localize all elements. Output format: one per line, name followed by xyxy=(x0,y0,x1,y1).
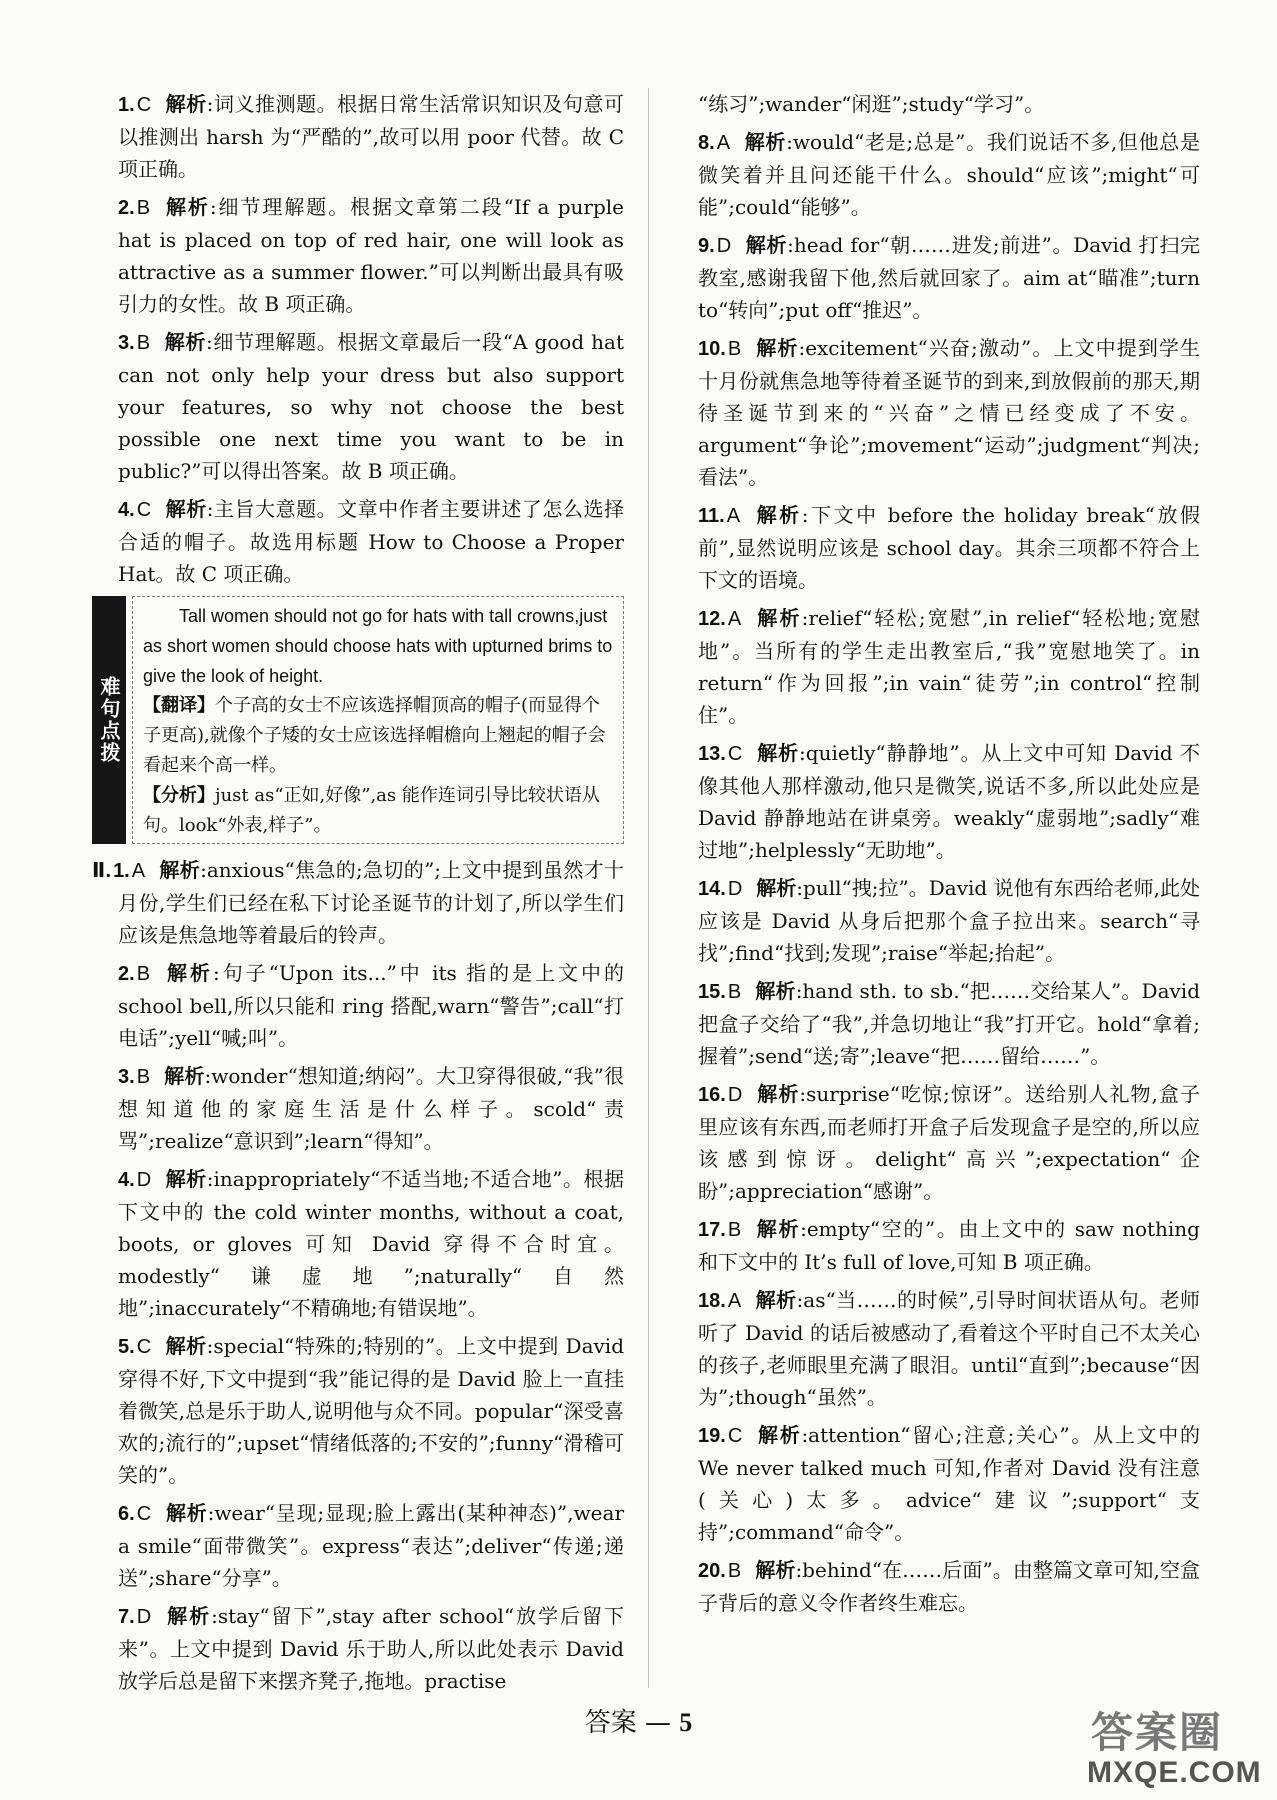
analysis-label: 解析 xyxy=(745,233,788,257)
answer-letter: B xyxy=(727,1219,742,1241)
analysis-text: :wear“呈现;显现;脸上露出(某种神态)”,wear a smile“面带微笑”。express“表达”;deliver“传递;递送”;share“分享”。 xyxy=(118,1501,625,1590)
item-number: 18. xyxy=(698,1290,726,1312)
item-number: 13. xyxy=(698,743,726,765)
item-number: 5. xyxy=(118,1336,135,1358)
answer-item xyxy=(672,1554,1200,1619)
analysis-text: :细节理解题。根据文章第二段“If a purple hat is placed on top of red hair, one will look as attractive as a summer flower.”可以判断出最具有吸引力的女性。故 B 项正确。 xyxy=(118,195,625,316)
analysis-text: :anxious“焦急的;急切的”;上文中提到虽然才十月份,学生们已经在私下讨论圣诞节的计划了,所以学生们应该是焦急地等着最后的铃声。 xyxy=(118,858,624,947)
footer-label: 答案 — xyxy=(584,1708,671,1738)
answer-item xyxy=(92,1060,624,1157)
analysis-label: 解析 xyxy=(165,1501,208,1525)
analysis-text: :hand sth. to sb.“把……交给某人”。David 把盒子交给了“我”,并急切地让“我”打开它。hold“拿着;握着”;send“送;寄”;leave“把……留给……”。 xyxy=(698,979,1201,1068)
answer-item xyxy=(672,1284,1200,1413)
answer-letter: B xyxy=(727,981,742,1003)
answer-item xyxy=(92,493,624,590)
translation xyxy=(143,691,613,781)
analysis-text: :wonder“想知道;纳闷”。大卫穿得很破,“我”很想知道他的家庭生活是什么样子。scold“责骂”;realize“意识到”;learn“得知”。 xyxy=(118,1064,624,1153)
analysis-label: 解析 xyxy=(756,1082,800,1106)
analysis-label: 解析 xyxy=(756,741,800,765)
answer-letter: B xyxy=(136,1066,151,1088)
answer-item xyxy=(92,191,624,320)
analysis-label: 解析 xyxy=(754,503,802,527)
item-number: 16. xyxy=(698,1084,726,1106)
watermark-logo xyxy=(1083,1700,1262,1790)
item-number: 3. xyxy=(118,332,135,354)
answer-letter: A xyxy=(726,505,741,527)
answer-letter: C xyxy=(136,1503,152,1525)
answer-item xyxy=(672,602,1200,731)
analysis-label: 解析 xyxy=(755,1558,796,1582)
answer-letter: D xyxy=(727,1084,743,1106)
right-answer-list xyxy=(672,126,1200,1619)
answer-letter: C xyxy=(727,743,743,765)
answer-letter: B xyxy=(136,332,151,354)
answer-item xyxy=(672,332,1200,493)
analysis-text: :special“特殊的;特别的”。上文中提到 David 穿得不好,下文中提到“我”能记得的是 David 脸上一直挂着微笑,总是乐于助人,说明他与众不同。popular“深受喜欢的;流行的”;upset“情绪低落的;不安的”;funny“滑稽可笑的”。 xyxy=(118,1334,624,1487)
answer-item xyxy=(92,326,624,487)
answer-letter: C xyxy=(727,1425,743,1447)
answer-letter: D xyxy=(716,235,732,257)
item-number: 3. xyxy=(118,1066,135,1088)
item-number: 11. xyxy=(698,505,725,527)
analysis-text: :下文中 before the holiday break“放假前”,显然说明应该是 school day。其余三项都不符合上下文的语境。 xyxy=(698,503,1201,592)
answer-letter: B xyxy=(727,1560,742,1582)
answer-item xyxy=(672,737,1200,866)
analysis-label: 解析 xyxy=(755,979,796,1003)
item-number: 15. xyxy=(698,981,726,1003)
answer-item xyxy=(672,1078,1200,1207)
answer-letter: A xyxy=(716,132,731,154)
analysis-text: :empty“空的”。由上文中的 saw nothing 和下文中的 It’s full of love,可知 B 项正确。 xyxy=(698,1217,1200,1274)
answer-letter: B xyxy=(136,963,151,985)
answer-item xyxy=(92,957,624,1054)
analysis-text: just as“正如,好像”,as 能作连词引导比较状语从句。look“外表,样子”。 xyxy=(143,785,600,836)
analysis-label: 解析 xyxy=(165,1167,207,1191)
analysis-text: :would“老是;总是”。我们说话不多,但他总是微笑着并且问还能干什么。should“应该”;might“可能”;could“能够”。 xyxy=(698,130,1200,219)
analysis-label: 【分析】 xyxy=(143,785,215,806)
answer-item xyxy=(672,872,1200,969)
analysis-text: :quietly“静静地”。从上文中可知 David 不像其他人那样激动,他只是微笑,说话不多,所以此处应是 David 静静地站在讲桌旁。weakly“虚弱地”;sadly“难过地”;helplessly“无助地”。 xyxy=(698,741,1200,862)
analysis-label: 解析 xyxy=(165,1334,207,1358)
difficult-sentence-box xyxy=(92,596,624,844)
analysis-label: 解析 xyxy=(165,92,207,116)
analysis-label: 解析 xyxy=(755,1288,797,1312)
answer-item xyxy=(672,126,1200,223)
answer-item xyxy=(92,1163,624,1324)
analysis-text: :细节理解题。根据文章最后一段“A good hat can not only help your dress but also support your features, so why not choose the best possible one next time you want to be in public?”可以得出答案。故 B 项正确。 xyxy=(118,330,624,483)
difficult-sentence-tab: 难句点拨 xyxy=(92,596,126,844)
item-number: 2. xyxy=(118,963,135,985)
answer-item xyxy=(92,1600,624,1697)
answer-item xyxy=(92,1497,624,1594)
item-number: 8. xyxy=(698,132,715,154)
item-number: 14. xyxy=(698,878,726,900)
analysis-text: :inappropriately“不适当地;不适合地”。根据下文中的 the cold winter months, without a coat, boots, or gloves 可知 David 穿得不合时宜。modestly“谦虚地”;naturally“自然地”;inaccurately“不精确地;有错误地”。 xyxy=(118,1167,625,1320)
watermark-logo-text: 答案圈 xyxy=(1091,1708,1224,1757)
translation-label: 【翻译】 xyxy=(143,695,215,716)
analysis-label: 解析 xyxy=(755,606,802,630)
answer-letter: C xyxy=(136,1336,152,1358)
item-number: 10. xyxy=(698,338,726,360)
analysis-text: :head for“朝……进发;前进”。David 打扫完教室,感谢我留下他,然后就回家了。aim at“瞄准”;turn to“转向”;put off“推迟”。 xyxy=(698,233,1201,322)
answer-item xyxy=(672,975,1200,1072)
answer-item xyxy=(92,1330,624,1491)
analysis-text: :behind“在……后面”。由整篇文章可知,空盒子背后的意义令作者终生难忘。 xyxy=(698,1558,1201,1615)
analysis-text: :词义推测题。根据日常生活常识知识及句意可以推测出 harsh 为“严酷的”,故可以用 poor 代替。故 C 项正确。 xyxy=(118,92,625,181)
answer-letter: B xyxy=(136,197,151,219)
translation-text: 个子高的女士不应该选择帽顶高的帽子(而显得个子更高),就像个子矮的女士应该选择帽檐向上翘起的帽子会看起来个高一样。 xyxy=(143,695,606,776)
column-divider xyxy=(648,88,649,1688)
answer-letter: A xyxy=(131,860,146,882)
left-answer-list xyxy=(92,88,624,590)
item-number: 19. xyxy=(698,1425,726,1447)
analysis-label: 解析 xyxy=(756,876,797,900)
left-column xyxy=(92,88,624,1703)
analysis-text: :句子“Upon its...”中 its 指的是上文中的 school bell,所以只能和 ring 搭配,warn“警告”;call“打电话”;yell“喊;叫”。 xyxy=(118,961,625,1050)
answer-item xyxy=(672,1213,1200,1278)
answer-letter: D xyxy=(727,878,743,900)
item-number: 1. xyxy=(118,94,135,116)
answer-letter: A xyxy=(727,608,742,630)
item-number: 4. xyxy=(118,1169,135,1191)
item-number: 9. xyxy=(698,235,715,257)
answer-item xyxy=(92,88,624,185)
analysis xyxy=(143,781,613,841)
item-number: 2. xyxy=(118,197,135,219)
answer-item xyxy=(92,854,624,951)
answer-item xyxy=(672,229,1200,326)
answer-item xyxy=(672,499,1200,596)
analysis-label: 解析 xyxy=(164,961,213,985)
answer-item xyxy=(672,1419,1200,1548)
analysis-label: 解析 xyxy=(165,497,207,521)
answer-letter: D xyxy=(136,1169,152,1191)
analysis-text: :as“当……的时候”,引导时间状语从句。老师听了 David 的话后被感动了,看着这个平时自己不太关心的孩子,老师眼里充满了眼泪。until“直到”;because“因为”;though“虽然”。 xyxy=(698,1288,1201,1409)
section-two-answer-list xyxy=(92,854,624,1697)
analysis-label: 解析 xyxy=(164,195,210,219)
answer-letter: A xyxy=(727,1290,742,1312)
right-column xyxy=(672,88,1200,1625)
item-number: 20. xyxy=(698,1560,726,1582)
analysis-label: 解析 xyxy=(744,130,787,154)
analysis-text: :relief“轻松;宽慰”,in relief“轻松地;宽慰地”。当所有的学生走出教室后,“我”宽慰地笑了。in return“作为回报”;in vain“徒劳”;in control“控制住”。 xyxy=(698,606,1201,727)
analysis-label: 解析 xyxy=(756,1423,802,1447)
analysis-label: 解析 xyxy=(165,1604,212,1628)
analysis-text: :pull“拽;拉”。David 说他有东西给老师,此处应该是 David 从身后把那个盒子拉出来。search“寻找”;find“找到;发现”;raise“举起;抬起”。 xyxy=(698,876,1201,965)
item-number: 12. xyxy=(698,608,726,630)
item-number: 17. xyxy=(698,1219,726,1241)
analysis-label: 解析 xyxy=(164,1064,205,1088)
analysis-label: 解析 xyxy=(755,1217,801,1241)
watermark-url: MXQE.COM xyxy=(1087,1756,1262,1789)
item-number: 1. xyxy=(113,860,130,882)
analysis-label: 解析 xyxy=(755,336,799,360)
page-number: 5 xyxy=(679,1708,693,1737)
section-number: Ⅱ. xyxy=(92,860,112,882)
analysis-text: :stay“留下”,stay after school“放学后留下来”。上文中提到 David 乐于助人,所以此处表示 David 放学后总是留下来摆齐凳子,拖地。practise xyxy=(118,1604,625,1693)
answer-letter: D xyxy=(136,1606,152,1628)
answer-letter: C xyxy=(136,499,152,521)
analysis-text: :excitement“兴奋;激动”。上文中提到学生十月份就焦急地等待着圣诞节的到来,到放假前的那天,期待圣诞节到来的“兴奋”之情已经变成了不安。argument“争论”;movement“运动”;judgment“判决;看法”。 xyxy=(698,336,1201,489)
difficult-sentence-body xyxy=(132,596,624,844)
answer-letter: B xyxy=(727,338,742,360)
difficult-sentence-english: Tall women should not go for hats with tall crowns,just as short women should choose hats with upturned brims to give the look of height. xyxy=(143,606,613,686)
item-number: 4. xyxy=(118,499,135,521)
continued-text: “练习”;wander“闲逛”;study“学习”。 xyxy=(698,92,1045,116)
answer-letter: C xyxy=(136,94,152,116)
analysis-label: 解析 xyxy=(164,330,207,354)
item-number: 6. xyxy=(118,1503,135,1525)
analysis-text: :attention“留心;注意;关心”。从上文中的 We never talked much 可知,作者对 David 没有注意(关心)太多。advice“建议”;support“支持”;command“命令”。 xyxy=(698,1423,1201,1544)
analysis-label: 解析 xyxy=(159,858,201,882)
item-number: 7. xyxy=(118,1606,135,1628)
analysis-text: :主旨大意题。文章中作者主要讲述了怎么选择合适的帽子。故选用标题 How to Choose a Proper Hat。故 C 项正确。 xyxy=(118,497,625,586)
analysis-text: :surprise“吃惊;惊讶”。送给别人礼物,盒子里应该有东西,而老师打开盒子后发现盒子是空的,所以应该感到惊讶。delight“高兴”;expectation“企盼”;appreciation“感谢”。 xyxy=(698,1082,1200,1203)
